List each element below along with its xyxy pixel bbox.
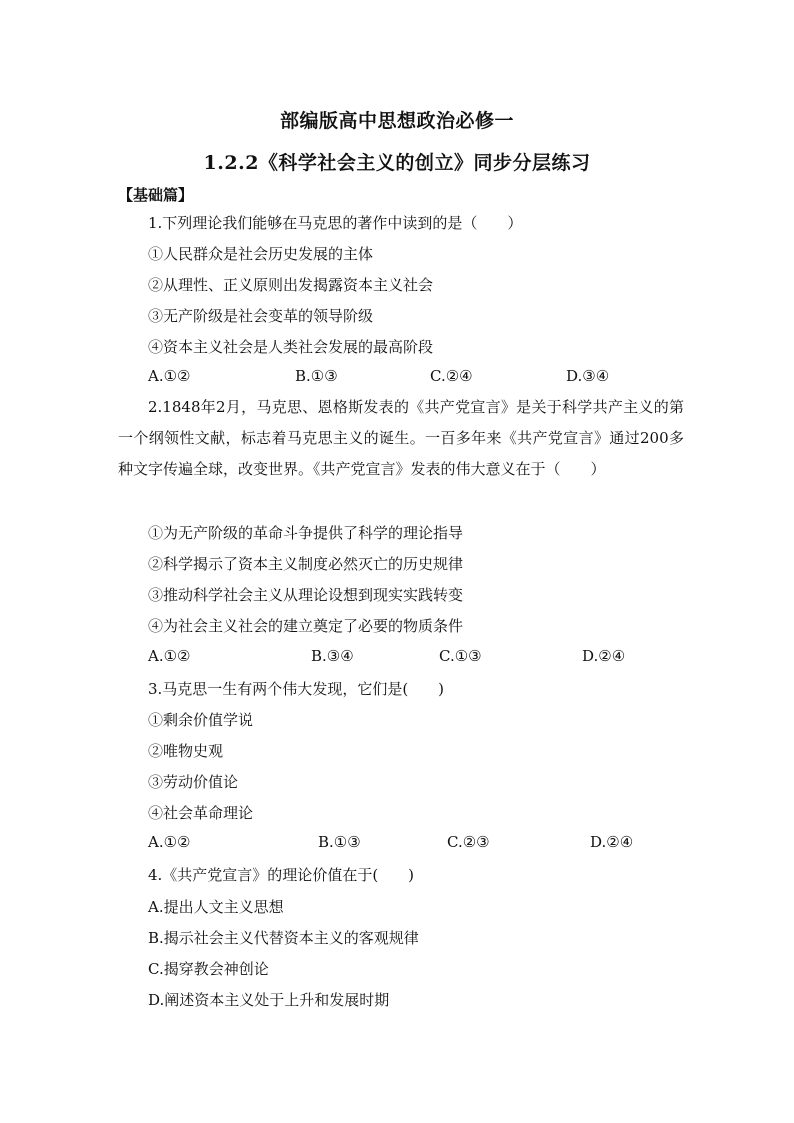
question-1-stem: 1.下列理论我们能够在马克思的著作中读到的是（ ） bbox=[148, 214, 523, 232]
question-1-item: ③无产阶级是社会变革的领导阶级 bbox=[148, 307, 374, 325]
question-2-option-b: B.③④ bbox=[311, 647, 354, 665]
question-3-item: ①剩余价值学说 bbox=[148, 711, 254, 729]
question-1-option-a: A.①② bbox=[148, 367, 191, 385]
question-3-stem: 3.马克思一生有两个伟大发现，它们是( ) bbox=[148, 680, 445, 698]
question-3-item: ③劳动价值论 bbox=[148, 773, 239, 791]
question-1-item: ②从理性、正义原则出发揭露资本主义社会 bbox=[148, 276, 434, 294]
question-4-option-b: B.揭示社会主义代替资本主义的客观规律 bbox=[148, 929, 419, 947]
document-subtitle: 1.2.2《科学社会主义的创立》同步分层练习 bbox=[203, 152, 591, 174]
question-2-item: ③推动科学社会主义从理论设想到现实实践转变 bbox=[148, 586, 464, 604]
question-3-item: ④社会革命理论 bbox=[148, 804, 254, 822]
question-1-option-d: D.③④ bbox=[566, 367, 610, 385]
document-title: 部编版高中思想政治必修一 bbox=[279, 110, 514, 132]
question-4-stem: 4.《共产党宣言》的理论价值在于( ) bbox=[148, 866, 415, 884]
question-3-item: ②唯物史观 bbox=[148, 742, 224, 760]
question-2-option-a: A.①② bbox=[148, 647, 191, 665]
question-2-item: ④为社会主义社会的建立奠定了必要的物质条件 bbox=[148, 617, 464, 635]
question-3-option-b: B.①③ bbox=[318, 833, 361, 851]
question-1-item: ④资本主义社会是人类社会发展的最高阶段 bbox=[148, 338, 434, 356]
question-3-option-a: A.①② bbox=[148, 833, 191, 851]
question-1-option-c: C.②④ bbox=[430, 367, 473, 385]
question-2-option-c: C.①③ bbox=[439, 647, 482, 665]
question-4-option-c: C.揭穿教会神创论 bbox=[148, 960, 269, 978]
question-2-stem: 2.1848年2月，马克思、恩格斯发表的《共产党宣言》是关于科学共产主义的第一个纲领性文献，标志着马克思主义的诞生。一百多年来《共产党宣言》通过200多种文字传遍全球，改变世界。《共产党宣言》发表的伟大意义在于（ ） bbox=[118, 398, 684, 478]
question-1-option-b: B.①③ bbox=[295, 367, 338, 385]
question-1-item: ①人民群众是社会历史发展的主体 bbox=[148, 245, 374, 263]
question-2-option-d: D.②④ bbox=[582, 647, 626, 665]
question-4-option-d: D.阐述资本主义处于上升和发展时期 bbox=[148, 991, 390, 1009]
question-3-option-d: D.②④ bbox=[590, 833, 634, 851]
question-2-item: ②科学揭示了资本主义制度必然灭亡的历史规律 bbox=[148, 555, 464, 573]
section-heading: 【基础篇】 bbox=[118, 186, 194, 204]
question-4-option-a: A.提出人文主义思想 bbox=[148, 898, 284, 916]
question-2-item: ①为无产阶级的革命斗争提供了科学的理论指导 bbox=[148, 524, 464, 542]
question-3-option-c: C.②③ bbox=[447, 833, 490, 851]
